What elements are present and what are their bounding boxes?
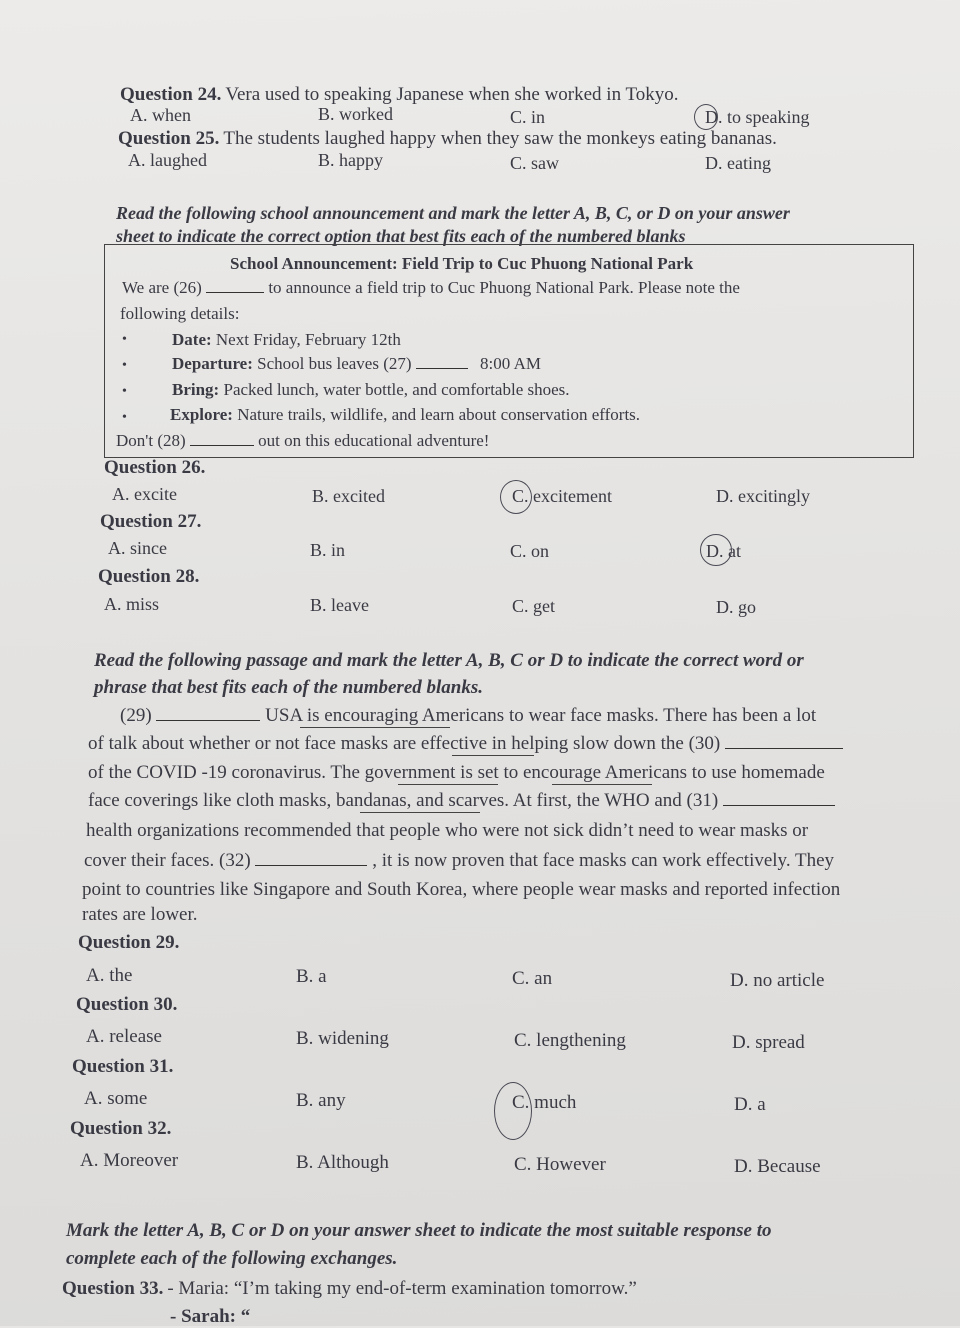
passage-text: , it is now proven that face masks can work effectively. They xyxy=(372,850,835,871)
option-c[interactable]: C. much xyxy=(512,1092,577,1113)
passage-text: (29) xyxy=(120,705,152,726)
option-d[interactable]: D. at xyxy=(706,541,741,561)
detail-value: School bus leaves (27) xyxy=(257,354,412,373)
option-a[interactable]: A. the xyxy=(86,965,133,986)
option-d[interactable]: D. spread xyxy=(732,1032,805,1053)
pen-underline xyxy=(360,812,480,813)
detail-value: Next Friday, February 12th xyxy=(215,330,401,349)
detail-bring xyxy=(172,380,570,400)
announcement-box xyxy=(104,244,914,458)
question-28-number: Question 28. xyxy=(98,566,200,587)
passage-line-7: point to countries like Singapore and South Korea, where people wear masks and reported infection xyxy=(82,879,841,900)
option-b[interactable]: B. worked xyxy=(318,104,393,124)
detail-explore xyxy=(170,405,640,425)
pen-underline xyxy=(300,727,450,728)
answer-mark-circle xyxy=(700,534,732,566)
bullet-icon: • xyxy=(122,332,127,347)
pen-underline xyxy=(452,755,534,756)
instruction-line: phrase that best fits each of the numbered blanks. xyxy=(94,677,483,698)
passage-text: of talk about whether or not face masks are effective in helping slow down the (30) xyxy=(88,733,721,754)
option-a[interactable]: A. laughed xyxy=(128,150,207,170)
blank-26 xyxy=(206,278,264,293)
passage-line-3: of the COVID -19 coronavirus. The government is set to encourage Americans to use homemade xyxy=(88,762,825,783)
question-31-number: Question 31. xyxy=(72,1056,174,1077)
detail-value: Nature trails, wildlife, and learn about conservation efforts. xyxy=(237,405,641,424)
passage-text: USA is encouraging Americans to wear face masks. There has been a lot xyxy=(265,705,817,726)
question-26-number: Question 26. xyxy=(104,457,206,478)
bullet-icon: • xyxy=(122,410,127,425)
announcement-intro xyxy=(122,278,740,298)
answer-mark-circle xyxy=(694,104,718,130)
option-c[interactable]: C. in xyxy=(510,107,546,127)
instruction-line: Read the following school announcement and mark the letter A, B, C, or D on your answer xyxy=(116,203,790,223)
closing-text: Don't (28) xyxy=(116,431,186,450)
question-number: Question 24. xyxy=(120,84,222,105)
option-c[interactable]: C. However xyxy=(514,1154,606,1175)
option-b[interactable]: B. in xyxy=(310,540,346,560)
detail-label: Explore: xyxy=(170,405,233,424)
passage-text: face coverings like cloth masks, bandanas, and scarves. At first, the WHO and (31) xyxy=(88,790,719,811)
option-c[interactable]: C. on xyxy=(510,541,550,561)
question-24 xyxy=(120,84,679,106)
passage-line-1 xyxy=(120,705,816,727)
pen-underline xyxy=(552,784,652,785)
announcement-title: School Announcement: Field Trip to Cuc Phuong National Park xyxy=(230,254,694,273)
detail-label: Bring: xyxy=(172,380,220,399)
question-text: The students laughed happy when they saw the monkeys eating bananas. xyxy=(223,128,777,149)
question-29-number: Question 29. xyxy=(78,932,180,953)
passage-line-8: rates are lower. xyxy=(82,904,198,925)
blank-28 xyxy=(190,431,254,446)
bullet-icon: • xyxy=(122,358,127,373)
question-number: Question 25. xyxy=(118,128,220,149)
detail-departure xyxy=(172,354,541,374)
option-d[interactable]: D. go xyxy=(716,597,756,617)
blank-32 xyxy=(255,851,367,866)
option-d[interactable]: D. excitingly xyxy=(716,486,810,506)
blank-31 xyxy=(723,791,835,806)
pen-underline xyxy=(398,784,498,785)
option-b[interactable]: B. leave xyxy=(310,595,369,615)
option-a[interactable]: A. since xyxy=(108,538,167,558)
option-d[interactable]: D. to speaking xyxy=(705,107,810,127)
answer-mark-circle xyxy=(500,480,532,514)
option-c[interactable]: C. get xyxy=(512,596,555,616)
passage-line-5: health organizations recommended that people who were not sick didn’t need to wear masks or xyxy=(86,820,809,841)
option-c[interactable]: C. lengthening xyxy=(514,1030,626,1051)
option-c[interactable]: C. an xyxy=(512,968,553,989)
option-a[interactable]: A. excite xyxy=(112,484,177,504)
option-c[interactable]: C. excitement xyxy=(512,486,612,506)
option-a[interactable]: A. release xyxy=(86,1026,162,1047)
detail-label: Departure: xyxy=(172,354,253,373)
option-b[interactable]: B. happy xyxy=(318,150,383,170)
option-b[interactable]: B. widening xyxy=(296,1028,389,1049)
passage-line-4 xyxy=(88,790,835,812)
instruction-line: sheet to indicate the correct option that best fits each of the numbered blanks xyxy=(116,226,686,246)
option-b[interactable]: B. excited xyxy=(312,486,385,506)
instruction-line: complete each of the following exchanges. xyxy=(66,1248,398,1269)
passage-line-2 xyxy=(88,733,843,755)
detail-value: 8:00 AM xyxy=(480,354,541,373)
option-b[interactable]: B. any xyxy=(296,1090,346,1111)
answer-mark-circle xyxy=(494,1082,532,1140)
closing-text: out on this educational adventure! xyxy=(258,431,490,450)
option-a[interactable]: A. Moreover xyxy=(80,1150,179,1171)
question-text: Vera used to speaking Japanese when she worked in Tokyo. xyxy=(225,84,679,105)
intro-text: We are (26) xyxy=(122,278,202,297)
instruction-line: Mark the letter A, B, C or D on your answer sheet to indicate the most suitable response to xyxy=(66,1220,772,1241)
option-b[interactable]: B. a xyxy=(296,966,327,987)
option-d[interactable]: D. a xyxy=(734,1094,766,1115)
intro-text: to announce a field trip to Cuc Phuong National Park. Please note the xyxy=(268,278,740,297)
question-27-number: Question 27. xyxy=(100,511,202,532)
option-d[interactable]: D. eating xyxy=(705,153,771,173)
blank-30 xyxy=(725,734,843,749)
detail-date xyxy=(172,330,401,350)
option-b[interactable]: B. Although xyxy=(296,1152,389,1173)
instruction-line: Read the following passage and mark the letter A, B, C or D to indicate the correct word or xyxy=(94,650,804,671)
question-number: Question 33. xyxy=(62,1278,164,1299)
option-a[interactable]: A. when xyxy=(130,105,191,125)
question-30-number: Question 30. xyxy=(76,994,178,1015)
option-a[interactable]: A. some xyxy=(84,1088,148,1109)
blank-29 xyxy=(156,706,260,721)
bullet-icon: • xyxy=(122,384,127,399)
question-text: - Maria: “I’m taking my end-of-term examination tomorrow.” xyxy=(167,1278,637,1299)
question-25 xyxy=(118,128,777,150)
question-33 xyxy=(62,1278,637,1300)
blank-27 xyxy=(416,354,468,369)
option-a[interactable]: A. miss xyxy=(104,594,160,614)
detail-label: Date: xyxy=(172,330,212,349)
question-33-reply: - Sarah: “ xyxy=(170,1306,251,1327)
passage-line-6 xyxy=(84,850,834,872)
option-d[interactable]: D. Because xyxy=(734,1156,821,1177)
question-32-number: Question 32. xyxy=(70,1118,172,1139)
announcement-intro-line2: following details: xyxy=(120,304,240,323)
passage-text: cover their faces. (32) xyxy=(84,850,251,871)
option-d[interactable]: D. no article xyxy=(730,970,825,991)
option-c[interactable]: C. saw xyxy=(510,153,559,173)
announcement-closing xyxy=(116,431,489,451)
detail-value: Packed lunch, water bottle, and comfortable shoes. xyxy=(223,380,570,399)
